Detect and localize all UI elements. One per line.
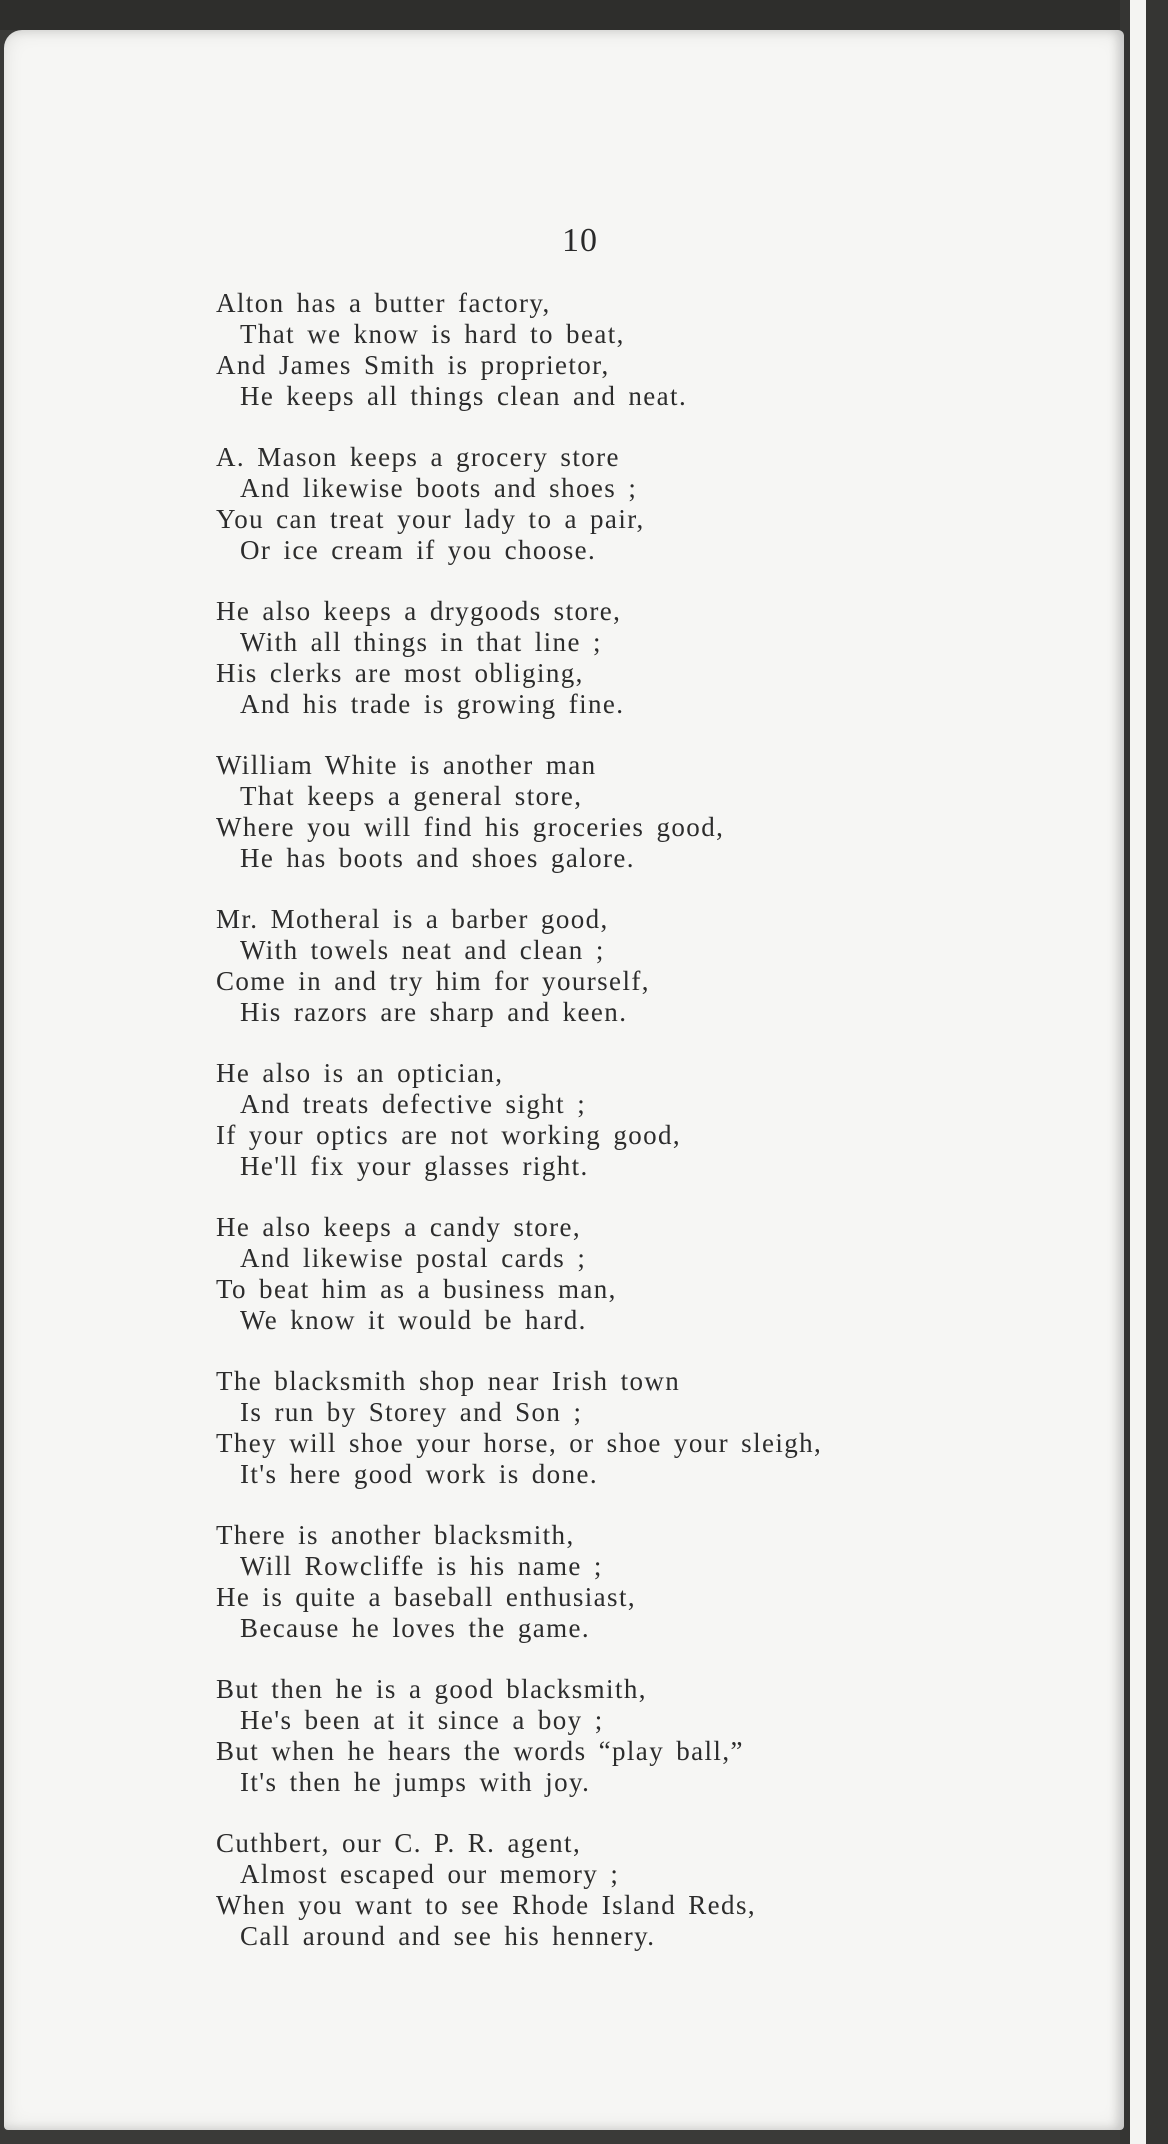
verse-line: There is another blacksmith, — [216, 1520, 575, 1550]
verse-line: But then he is a good blacksmith, — [216, 1674, 647, 1704]
verse-line: He has boots and shoes galore. — [240, 843, 635, 873]
verse-line: When you want to see Rhode Island Reds, — [216, 1890, 757, 1920]
verse-line: Almost escaped our memory ; — [240, 1859, 620, 1889]
verse-line: That keeps a general store, — [240, 781, 583, 811]
verse-line: He's been at it since a boy ; — [240, 1705, 604, 1735]
verse-line: It's then he jumps with joy. — [240, 1767, 591, 1797]
stanza-4 — [216, 750, 1076, 874]
verse-line: And likewise boots and shoes ; — [240, 473, 638, 503]
page-number: 10 — [562, 222, 598, 259]
verse-line: A. Mason keeps a grocery store — [216, 442, 620, 472]
stanza-11 — [216, 1828, 1076, 1952]
verse-line: He'll fix your glasses right. — [240, 1151, 589, 1181]
stanza-2 — [216, 442, 1076, 566]
book-page — [4, 30, 1124, 2130]
verse-line: With towels neat and clean ; — [240, 935, 605, 965]
verse-line: Because he loves the game. — [240, 1613, 591, 1643]
verse-line: We know it would be hard. — [240, 1305, 587, 1335]
poem — [216, 288, 1076, 1982]
scan-right-edge — [1120, 0, 1168, 2144]
stanza-9 — [216, 1520, 1076, 1644]
verse-line: He also is an optician, — [216, 1058, 504, 1088]
stanza-5 — [216, 904, 1076, 1028]
verse-line: Where you will find his groceries good, — [216, 812, 725, 842]
stanza-8 — [216, 1366, 1076, 1490]
verse-line: William White is another man — [216, 750, 597, 780]
verse-line: Will Rowcliffe is his name ; — [240, 1551, 603, 1581]
stanza-6 — [216, 1058, 1076, 1182]
stanza-10 — [216, 1674, 1076, 1798]
verse-line: The blacksmith shop near Irish town — [216, 1366, 681, 1396]
verse-line: Come in and try him for yourself, — [216, 966, 650, 996]
verse-line: To beat him as a business man, — [216, 1274, 617, 1304]
scan-top-edge — [0, 0, 1168, 30]
verse-line: He also keeps a drygoods store, — [216, 596, 622, 626]
verse-line: His razors are sharp and keen. — [240, 997, 628, 1027]
verse-line: It's here good work is done. — [240, 1459, 599, 1489]
verse-line: Call around and see his hennery. — [240, 1921, 656, 1951]
verse-line: That we know is hard to beat, — [240, 319, 625, 349]
verse-line: Is run by Storey and Son ; — [240, 1397, 583, 1427]
verse-line: He also keeps a candy store, — [216, 1212, 582, 1242]
verse-line: His clerks are most obliging, — [216, 658, 584, 688]
verse-line: Alton has a butter factory, — [216, 288, 551, 318]
verse-line: Mr. Motheral is a barber good, — [216, 904, 609, 934]
verse-line: And James Smith is proprietor, — [216, 350, 610, 380]
verse-line: And his trade is growing fine. — [240, 689, 625, 719]
verse-line: Cuthbert, our C. P. R. agent, — [216, 1828, 582, 1858]
stanza-1 — [216, 288, 1076, 412]
verse-line: And likewise postal cards ; — [240, 1243, 587, 1273]
stanza-7 — [216, 1212, 1076, 1336]
verse-line: With all things in that line ; — [240, 627, 602, 657]
stanza-3 — [216, 596, 1076, 720]
verse-line: He is quite a baseball enthusiast, — [216, 1582, 637, 1612]
verse-line: But when he hears the words “play ball,” — [216, 1736, 744, 1766]
verse-line: If your optics are not working good, — [216, 1120, 682, 1150]
verse-line: Or ice cream if you choose. — [240, 535, 597, 565]
verse-line: And treats defective sight ; — [240, 1089, 587, 1119]
verse-line: He keeps all things clean and neat. — [240, 381, 688, 411]
verse-line: You can treat your lady to a pair, — [216, 504, 645, 534]
verse-line: They will shoe your horse, or shoe your sleigh, — [216, 1428, 823, 1458]
